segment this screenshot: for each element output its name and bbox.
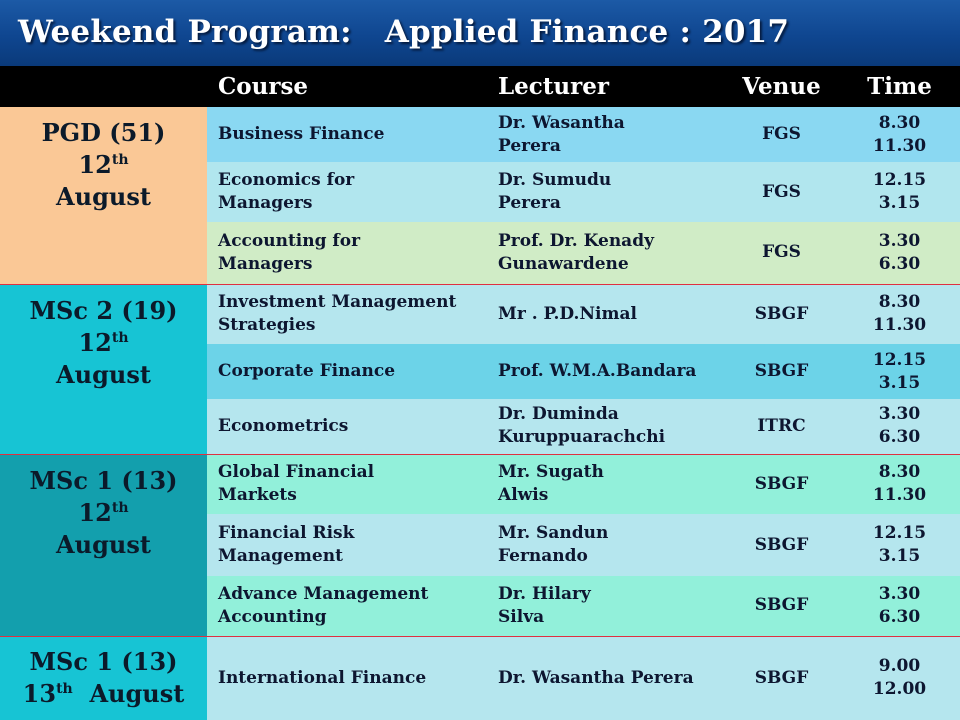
program-day-suffix: th <box>111 329 129 346</box>
course-cell <box>207 107 494 162</box>
lecturer-text: Dr. Duminda <box>498 404 619 425</box>
venue-cell <box>724 636 839 720</box>
course-cell <box>207 514 494 576</box>
time-text: 12.15 <box>872 349 927 370</box>
page-title: Weekend Program: Applied Finance : 2017 <box>18 14 790 50</box>
time-cell <box>839 344 960 399</box>
venue-text: SBGF <box>754 473 809 494</box>
time-text: 6.30 <box>878 427 921 448</box>
venue-text: ITRC <box>757 415 806 436</box>
program-day: 13 <box>22 679 57 709</box>
program-month: August <box>56 529 151 559</box>
time-cell <box>839 162 960 222</box>
lecturer-text: Fernando <box>498 546 588 566</box>
lecturer-cell <box>494 284 724 344</box>
course-text: Managers <box>218 193 313 213</box>
program-cell <box>0 107 207 284</box>
program-name: PGD (51) <box>41 118 166 147</box>
table-row <box>0 454 960 514</box>
time-text: 6.30 <box>878 606 921 627</box>
venue-text: SBGF <box>754 534 809 555</box>
lecturer-text: Prof. Dr. Kenady <box>498 230 654 251</box>
program-cell <box>0 636 207 720</box>
time-text: 11.30 <box>872 315 927 336</box>
course-text: Managers <box>218 253 313 274</box>
program-date <box>23 679 185 708</box>
header-venue: Venue <box>724 66 839 107</box>
course-text: Economics for <box>218 170 355 190</box>
time-cell <box>839 576 960 636</box>
time-cell <box>839 284 960 344</box>
time-cell <box>839 454 960 514</box>
lecturer-cell <box>494 222 724 284</box>
venue-cell <box>724 162 839 222</box>
course-cell <box>207 284 494 344</box>
table-row <box>0 636 960 720</box>
lecturer-cell <box>494 107 724 162</box>
venue-text: FGS <box>762 124 801 144</box>
lecturer-text: Dr. Wasantha <box>498 112 625 133</box>
time-text: 9.00 <box>878 656 921 677</box>
program-name: MSc 1 (13) <box>29 647 178 677</box>
program-day: 12 <box>78 497 112 527</box>
venue-text: SBGF <box>754 667 809 688</box>
program-date <box>56 498 151 559</box>
lecturer-text: Mr. Sandun <box>498 523 609 543</box>
time-text: 11.30 <box>872 135 927 156</box>
program-month: August <box>56 359 151 389</box>
venue-text: SBGF <box>754 303 809 324</box>
program-day: 12 <box>78 327 112 357</box>
venue-cell <box>724 222 839 284</box>
lecturer-text: Dr. Sumudu <box>498 170 612 190</box>
time-text: 12.00 <box>872 679 927 700</box>
header-lecturer: Lecturer <box>494 66 724 107</box>
venue-text: FGS <box>762 242 801 263</box>
course-cell <box>207 344 494 399</box>
time-text: 6.30 <box>878 253 921 274</box>
table-header-row <box>0 66 960 107</box>
time-text: 12.15 <box>872 523 927 543</box>
course-text: Accounting for <box>218 230 361 251</box>
lecturer-text: Silva <box>498 606 545 627</box>
program-date <box>56 150 151 211</box>
time-cell <box>839 636 960 720</box>
time-text: 8.30 <box>878 292 921 313</box>
time-text: 3.15 <box>878 546 921 566</box>
program-month: August <box>56 182 151 211</box>
course-text: Strategies <box>218 315 316 336</box>
program-day: 12 <box>78 150 112 179</box>
header-time: Time <box>839 66 960 107</box>
program-day-suffix: th <box>111 499 129 516</box>
time-text: 3.30 <box>878 404 921 425</box>
course-cell <box>207 162 494 222</box>
course-text: Business Finance <box>218 124 385 144</box>
schedule-table <box>0 66 960 720</box>
venue-cell <box>724 107 839 162</box>
time-text: 8.30 <box>878 462 921 483</box>
course-cell <box>207 399 494 454</box>
lecturer-cell <box>494 344 724 399</box>
program-day-suffix: th <box>111 152 129 168</box>
course-text: Global Financial <box>218 462 375 483</box>
venue-cell <box>724 344 839 399</box>
program-name: MSc 1 (13) <box>29 465 178 495</box>
lecturer-cell <box>494 576 724 636</box>
lecturer-text: Dr. Hilary <box>498 583 591 604</box>
lecturer-text: Mr. Sugath <box>498 462 604 483</box>
course-cell <box>207 576 494 636</box>
program-date <box>56 328 151 389</box>
venue-text: SBGF <box>754 361 809 381</box>
venue-cell <box>724 284 839 344</box>
lecturer-text: Dr. Wasantha Perera <box>498 667 694 688</box>
lecturer-text: Gunawardene <box>498 253 629 274</box>
course-text: Accounting <box>218 606 327 627</box>
lecturer-text: Alwis <box>498 485 549 506</box>
venue-text: SBGF <box>754 595 809 616</box>
program-name: MSc 2 (19) <box>29 295 178 325</box>
time-cell <box>839 107 960 162</box>
time-text: 3.15 <box>878 193 921 213</box>
lecturer-cell <box>494 636 724 720</box>
program-day-suffix: th <box>56 681 73 698</box>
program-cell <box>0 284 207 454</box>
time-cell <box>839 399 960 454</box>
venue-cell <box>724 576 839 636</box>
course-text: Markets <box>218 485 297 506</box>
course-text: Financial Risk <box>218 523 355 543</box>
lecturer-cell <box>494 514 724 576</box>
lecturer-cell <box>494 454 724 514</box>
course-text: Econometrics <box>218 415 349 436</box>
course-text: Advance Management <box>218 583 429 604</box>
table-row <box>0 107 960 162</box>
venue-cell <box>724 514 839 576</box>
course-text: Management <box>218 546 343 566</box>
program-cell <box>0 454 207 636</box>
venue-text: FGS <box>762 181 801 202</box>
lecturer-text: Perera <box>498 193 561 213</box>
course-cell <box>207 636 494 720</box>
lecturer-text: Kuruppuarachchi <box>498 427 666 448</box>
title-bar <box>0 0 960 66</box>
table-row <box>0 284 960 344</box>
time-text: 3.30 <box>878 583 921 604</box>
time-cell <box>839 514 960 576</box>
time-cell <box>839 222 960 284</box>
table-body <box>0 107 960 720</box>
header-course: Course <box>207 66 494 107</box>
time-text: 11.30 <box>872 485 927 506</box>
header-program <box>0 66 207 107</box>
lecturer-text: Prof. W.M.A.Bandara <box>498 361 697 381</box>
time-text: 3.15 <box>878 372 921 393</box>
lecturer-cell <box>494 162 724 222</box>
lecturer-text: Perera <box>498 135 561 156</box>
course-cell <box>207 454 494 514</box>
program-month: August <box>89 679 185 709</box>
course-text: Corporate Finance <box>218 361 396 381</box>
time-text: 3.30 <box>878 230 921 251</box>
venue-cell <box>724 454 839 514</box>
course-text: International Finance <box>218 667 427 688</box>
course-text: Investment Management <box>218 292 457 313</box>
lecturer-text: Mr . P.D.Nimal <box>498 303 637 324</box>
course-cell <box>207 222 494 284</box>
lecturer-cell <box>494 399 724 454</box>
time-text: 8.30 <box>878 112 921 133</box>
time-text: 12.15 <box>872 170 927 190</box>
venue-cell <box>724 399 839 454</box>
